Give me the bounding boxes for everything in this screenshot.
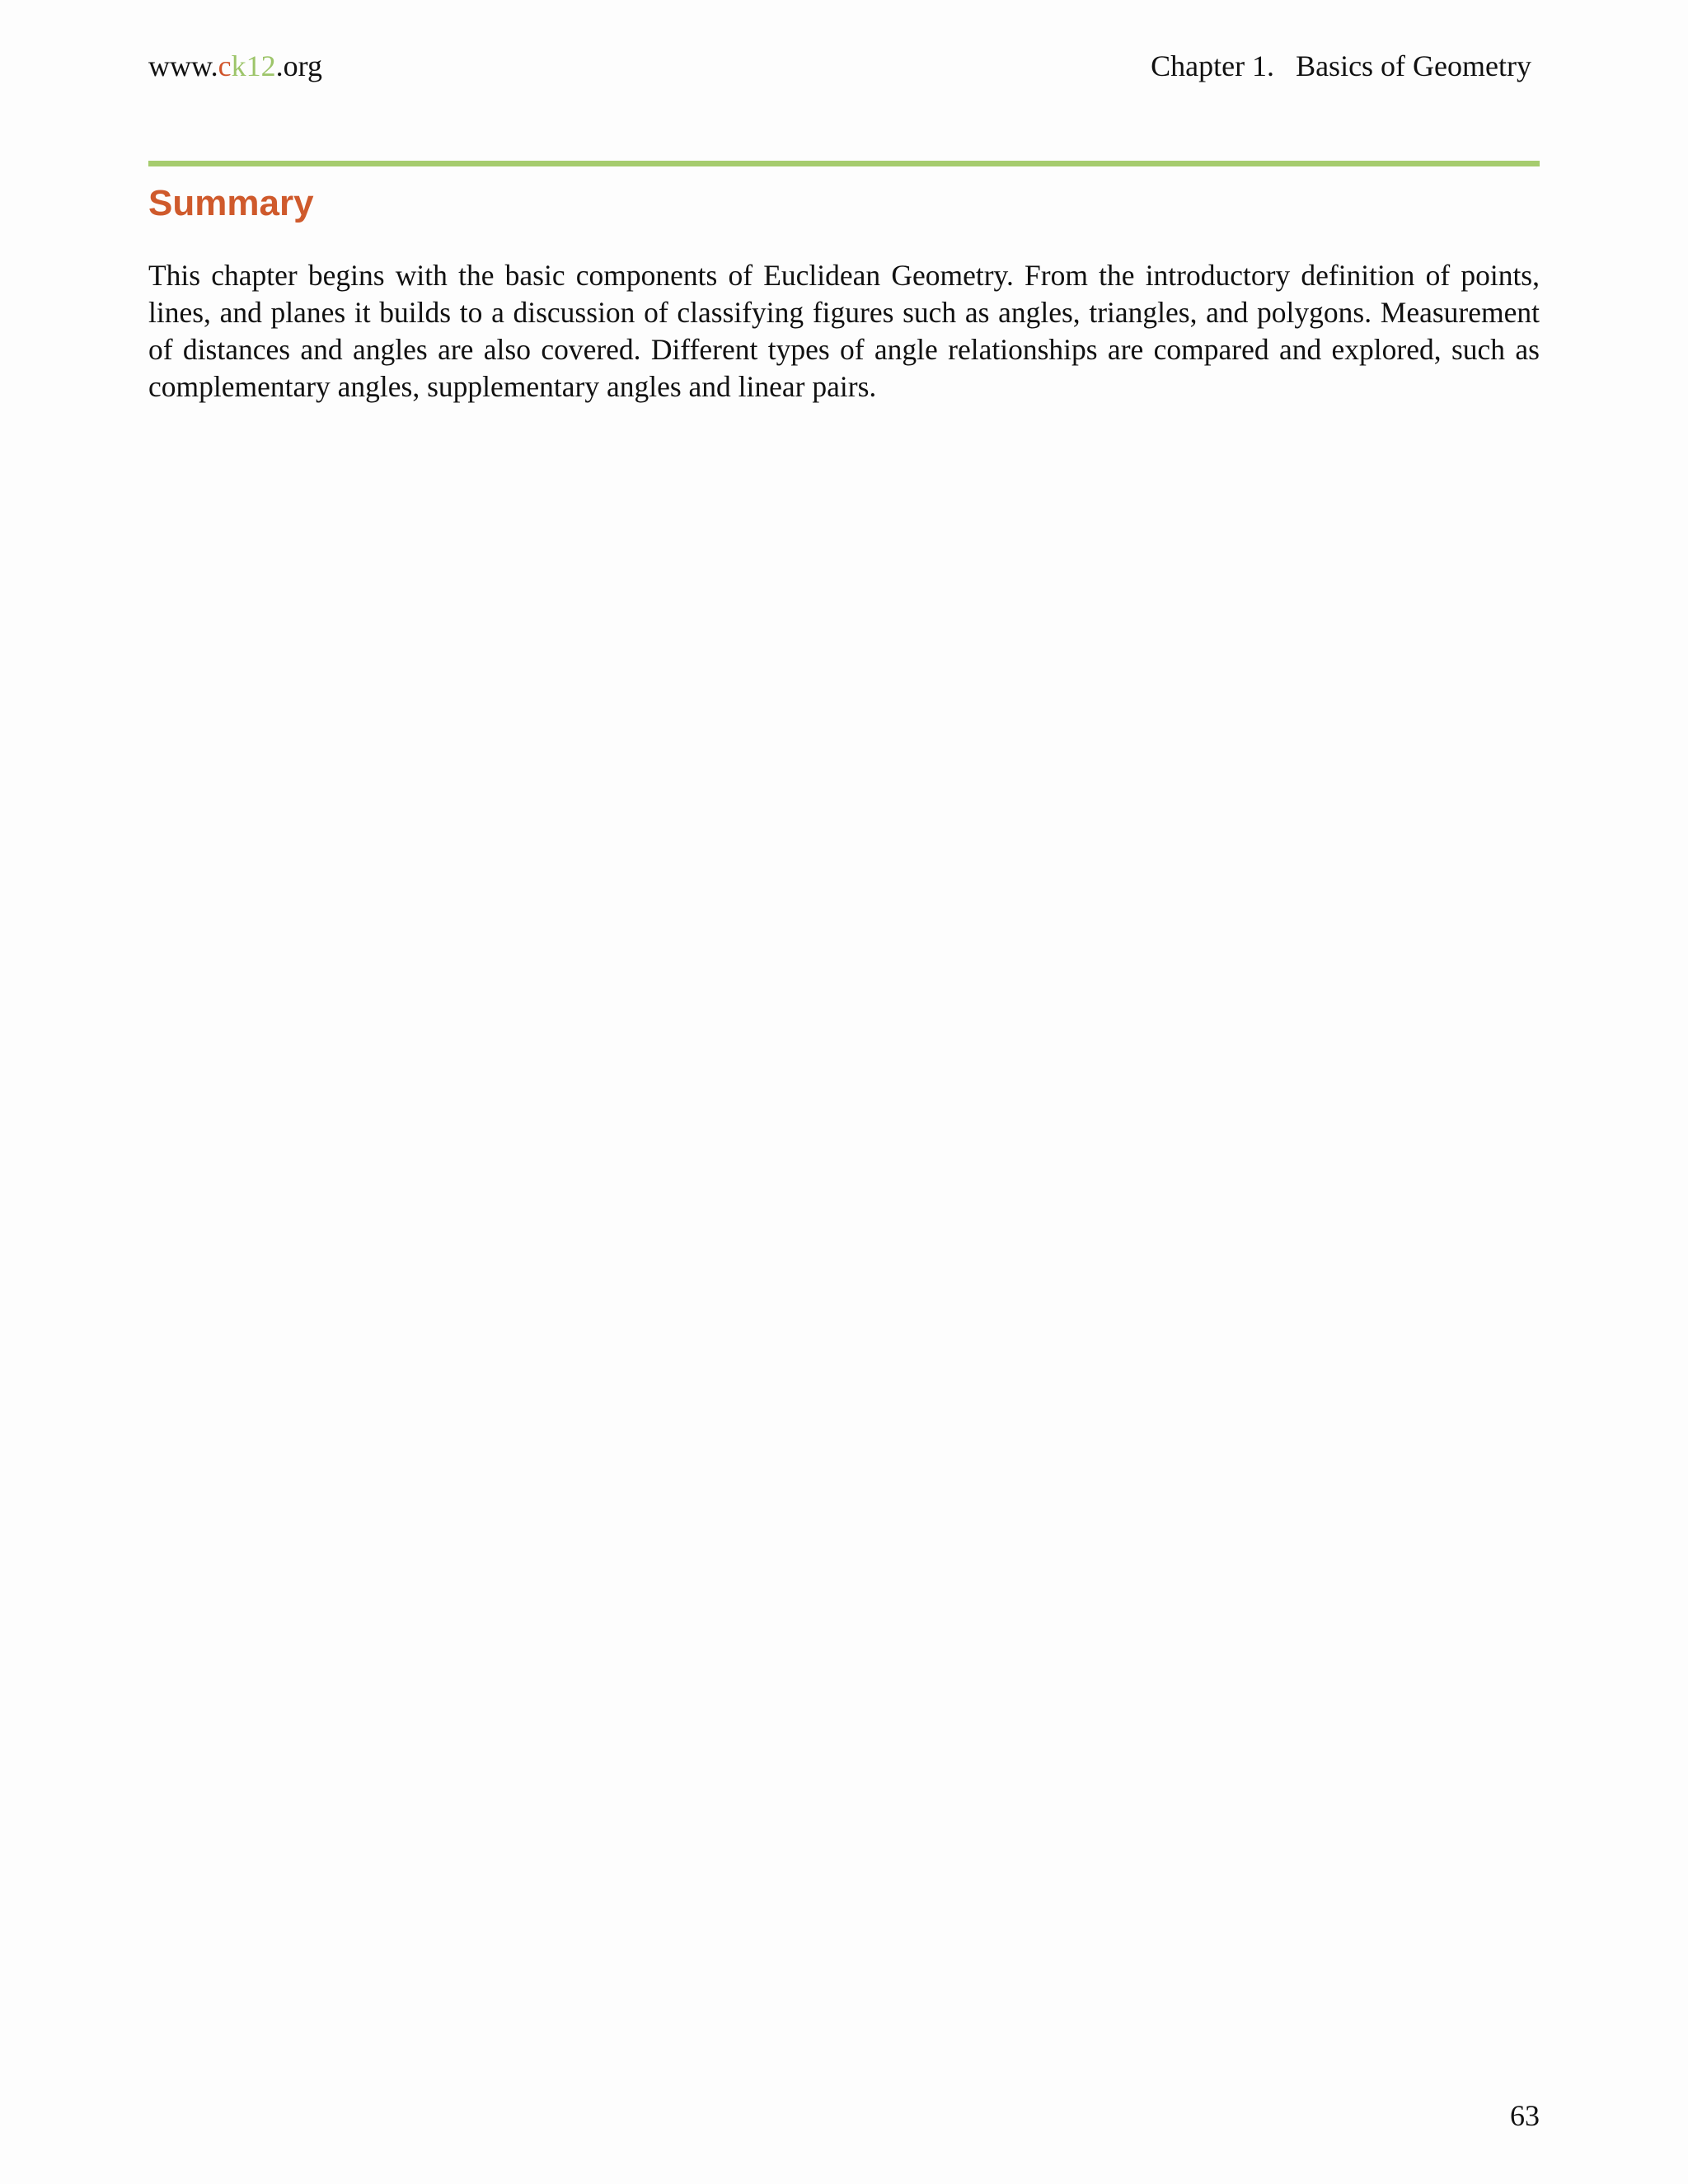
- section-title: Summary: [148, 183, 314, 223]
- header-site-url[interactable]: [148, 43, 322, 89]
- section-divider: [148, 161, 1540, 166]
- url-brand-c: c: [218, 49, 232, 82]
- url-prefix: www.: [148, 49, 218, 82]
- chapter-title: Basics of Geometry: [1296, 49, 1531, 82]
- summary-paragraph: This chapter begins with the basic components of Euclidean Geometry. From the introductory definition of points, lines, and planes it builds to a discussion of classifying figures such as angles, triangles, and polygons. Measurement of distances and angles are also covered. Different types of angle relationships are compared and explored, such as complementary angles, supplementary angles and linear pairs.: [148, 259, 1540, 403]
- chapter-number: Chapter 1.: [1151, 49, 1275, 82]
- header-chapter: [1151, 43, 1531, 89]
- url-brand-k12: k12: [231, 49, 276, 82]
- url-suffix: .org: [275, 49, 322, 82]
- page-number: 63: [1510, 2099, 1540, 2132]
